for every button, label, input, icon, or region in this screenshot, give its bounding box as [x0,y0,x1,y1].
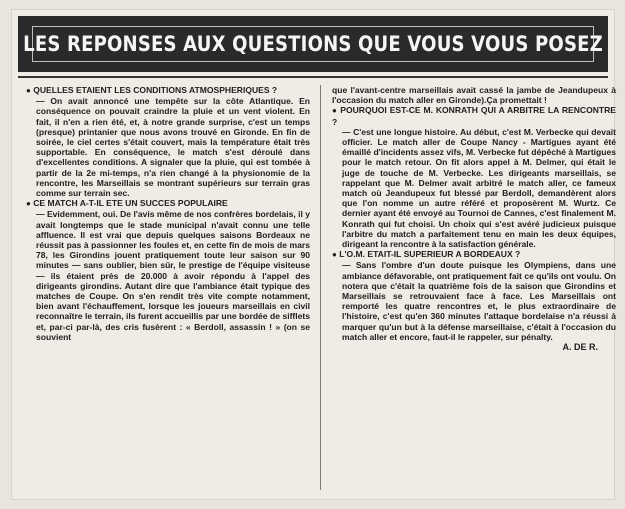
answer-4: — Sans l'ombre d'un doute puisque les Olympiens, dans une ambiance défavorable, ont pratiquement fait ce qu'ils ont voulu. On notera que c'était la quatrième fois de la saison que Girondins et Marseillais se retrouvaient face à face. Les Marseillais ont remporté les quatre rencontres et, le plus extraordinaire de l'histoire, c'est qu'en 360 minutes l'attaque bordelaise n'a réussi à marquer qu'un but à la défense marseillaise, c'était à l'occasion du match aller et encore, faut-il le rappeler, sur pénalty. [342,260,616,342]
question-3-title: POURQUOI EST-CE M. KONRATH QUI A ARBITRE LA RENCONTRE ? [332,105,617,127]
column-divider [320,85,321,490]
answer-3: — C'est une longue histoire. Au début, c'est M. Verbecke qui devait officier. Le match aller de Coupe Nancy - Martigues ayant été émaillé d'incidents assez vifs, M. Verbecke fut dépêché à Martigues pour le match retour. On fit alors appel à M. Delmer, qui était le juge de touche de M. Verbecke. Les dirigeants marseillais, se rappelant que M. Delmer avait arbitré le match aller, ce fameux match où Jeandupeux fut blessé par Berdoll, demandèrent alors que l'on nomme un autre référé et proposèrent M. Wurtz. Ce dernier ayant été envoyé au Tournoi de Cannes, c'est finalement M. Konrath qui fut choisi. Un choix qui s'est avéré judicieux puisque l'arbitre du match a parfaitement tenu en main les deux équipes, dirigeant la rencontre à la satisfaction générale. [342,126,616,250]
bullet-icon: ● [26,86,31,95]
answer-2-continued: que l'avant-centre marseillais avait cassé la jambe de Jeandupeux à l'occasion du match aller en Gironde).Ça promettait ! [332,85,616,106]
question-1-title: QUELLES ETAIENT LES CONDITIONS ATMOSPHERIQUES ? [33,85,278,95]
bullet-icon: ● [26,199,31,209]
author-signature: A. DE R. [562,342,598,353]
question-4-title: L'O.M. ETAIT-IL SUPERIEUR A BORDEAUX ? [339,249,521,260]
bullet-icon: ● [332,250,337,260]
newspaper-clipping [12,10,617,499]
question-3 [332,105,616,126]
bullet-icon: ● [332,106,338,116]
question-1 [26,85,310,96]
answer-2: — Evidemment, oui. De l'avis même de nos confrères bordelais, il y avait longtemps que le stade municipal n'avait connu une telle affluence. Il est vrai que depuis quelques saisons Bordeaux ne réussit pas à passionner les foules et, en cette fin de mois de mars 78, les Girondins jouent pratiquement toute leur saison sur 90 minutes — sans oublier, bien sûr, le prestige de l'équipe visiteuse — ils étaient près de 20.000 à avoir répondu à l'appel des dirigeants girondins. Autant dire que l'ambiance était typique des matches de Coupe. On s'en rendit très vite compte notamment, bien avant l'échauffement, lorsque les joueurs marseillais en civil reconnaître le terrain, ils furent accueillis par une bordée de sifflets et, par-ci par-là, des cris fusèrent : « Berdoll, assassin ! » (on se souvient [36,209,310,342]
question-4 [332,249,616,260]
right-column [332,85,616,352]
answer-1: — On avait annoncé une tempête sur la côte Atlantique. En conséquence on pouvait craindre la pluie et un vent violent. En fait, il n'en a rien été, et, à notre grande surprise, c'est un temps (presque) printanier que nous avons trouvé en Gironde. En fin de soirée, le ciel certes s'était couvert, mais la température était très supportable. En conséquence, le match s'est déroulé dans d'excellentes conditions. A signaler que la pluie, qui est tombée à partir de la 2e mi-temps, n'a rien changé à la physionomie de la rencontre, les Marseillais se montrant supérieurs sur terrain gras comme sur terrain sec. [36,96,310,199]
left-column [26,85,310,342]
headline-banner [18,16,608,72]
question-2-title: CE MATCH A-T-IL ETE UN SUCCES POPULAIRE [33,198,228,209]
header-rule [18,76,608,78]
question-2 [26,198,310,209]
headline-frame [23,26,603,62]
headline-title: LES REPONSES AUX QUESTIONS QUE VOUS VOUS POSEZ [23,32,603,56]
